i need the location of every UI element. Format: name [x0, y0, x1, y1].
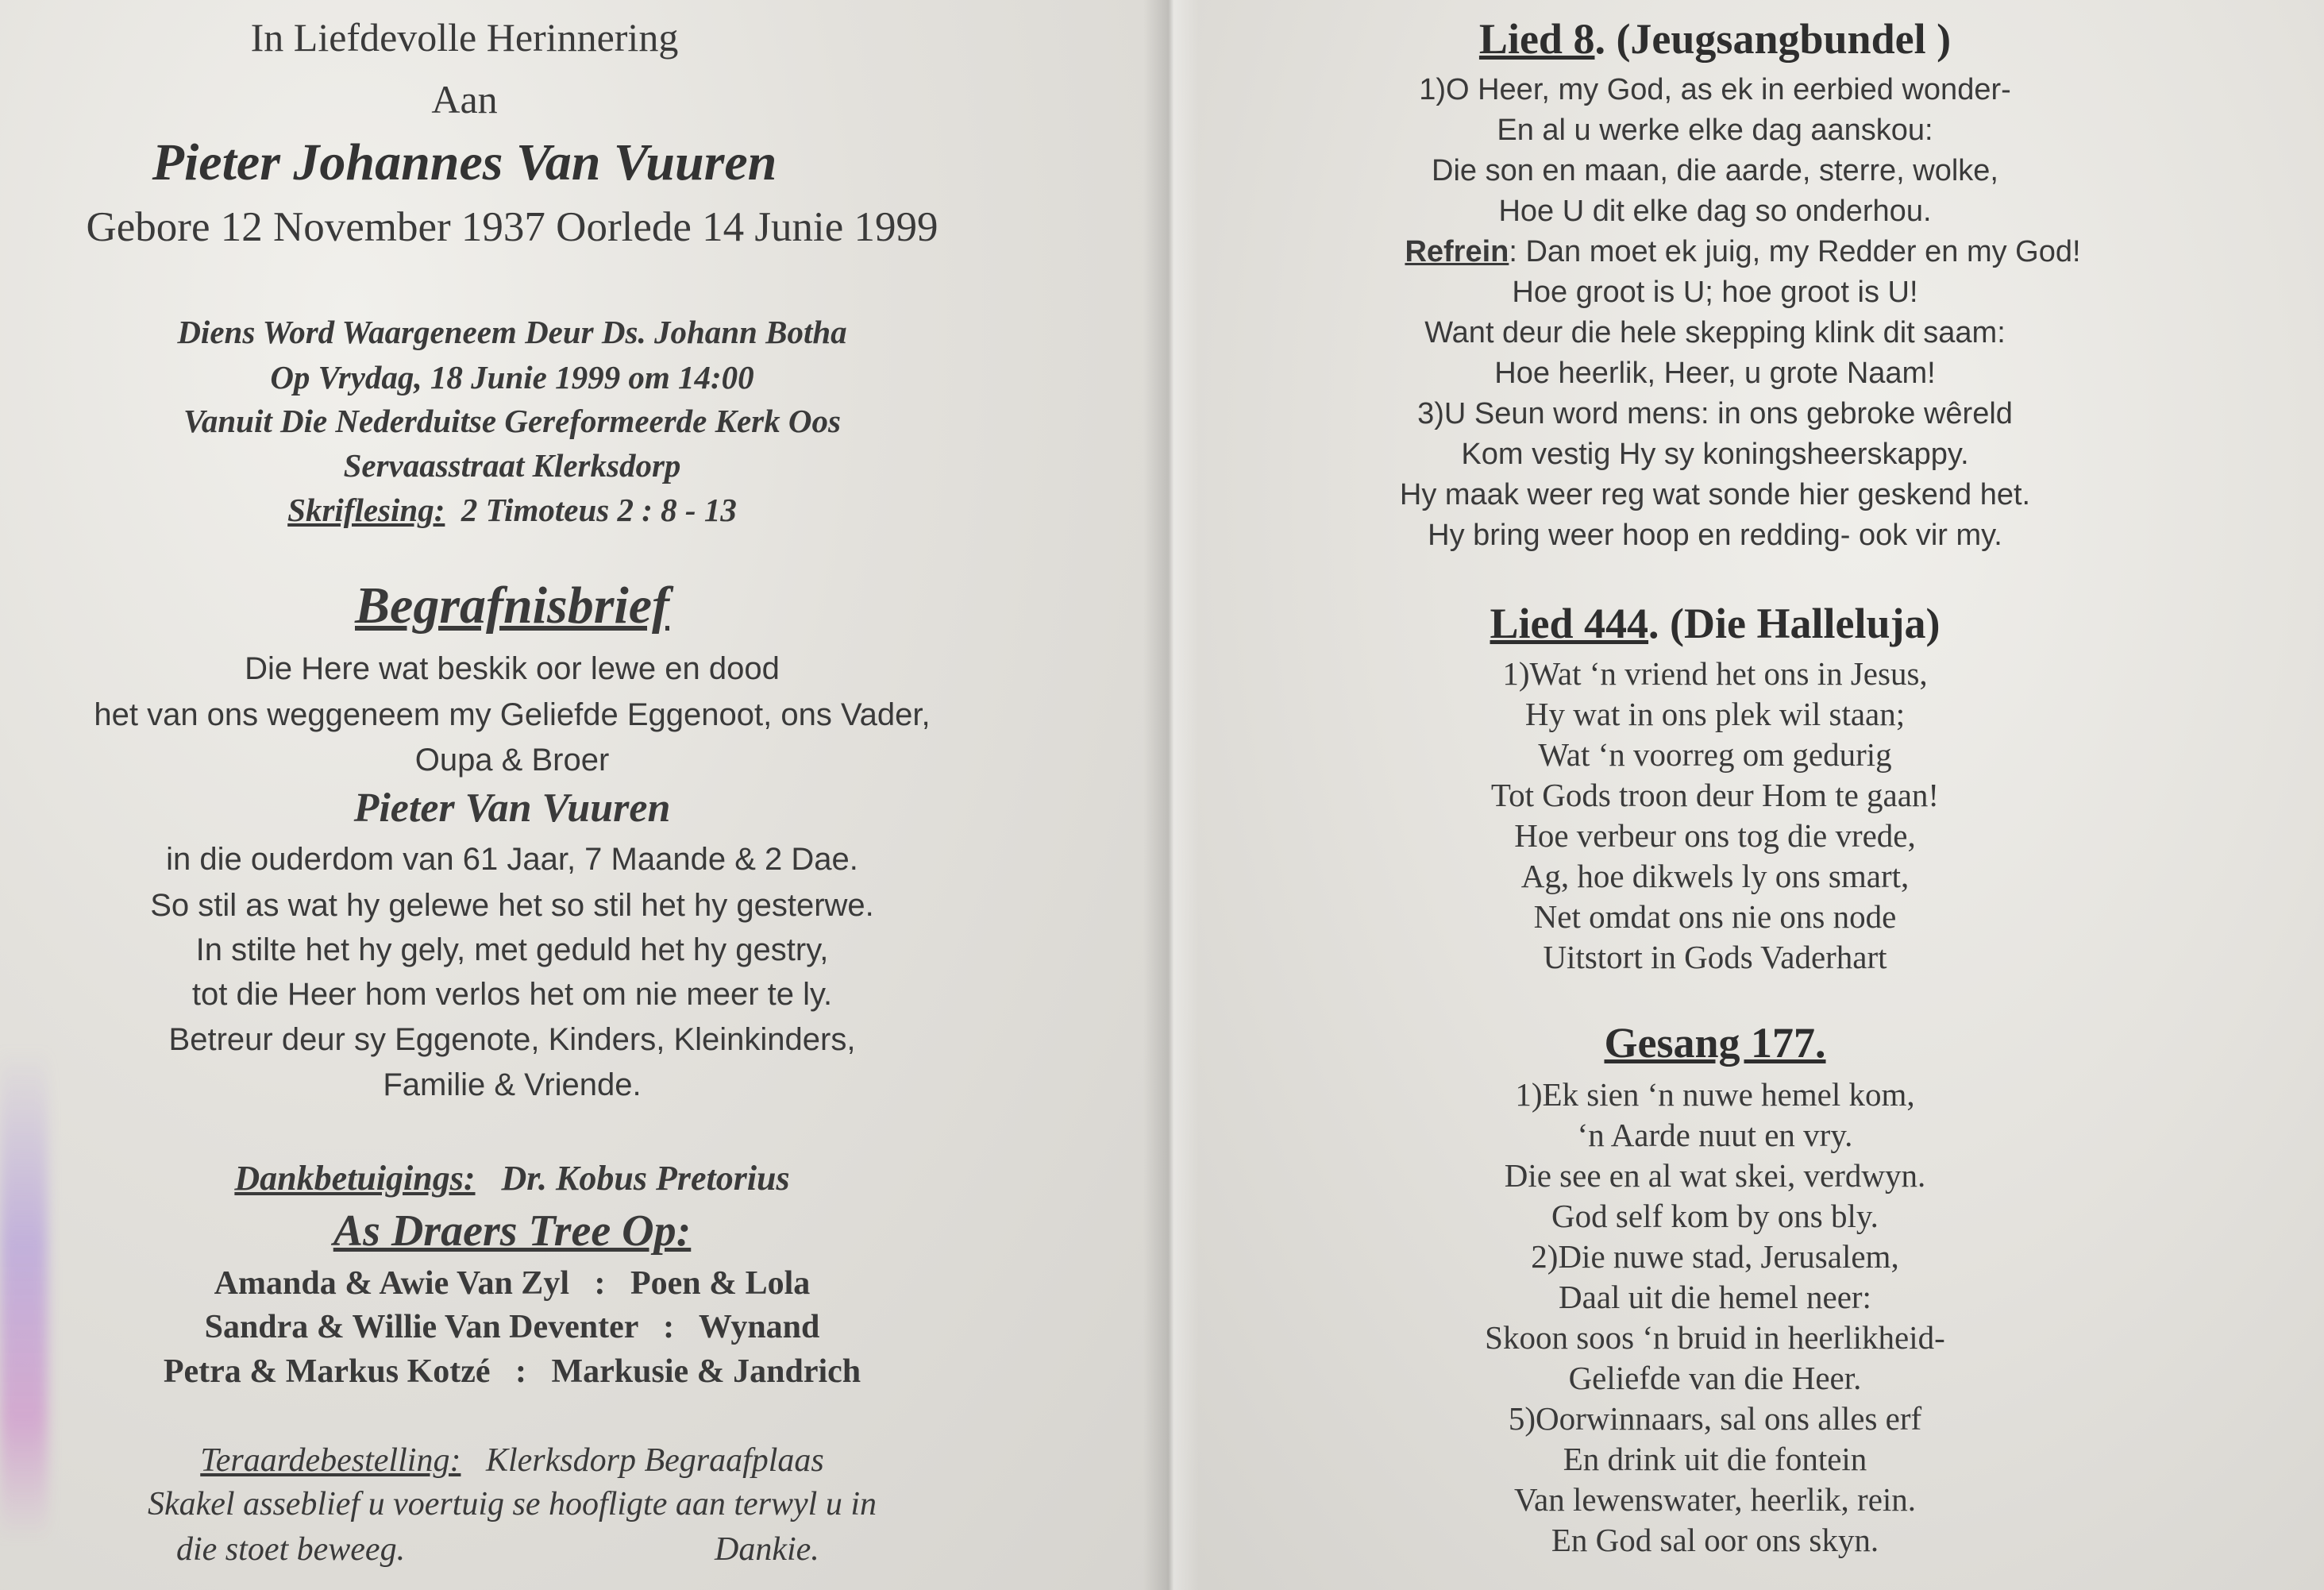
service-line-4: Servaasstraat Klerksdorp	[343, 447, 681, 484]
scripture-label: Skriflesing:	[287, 492, 445, 528]
hymn2-line-8: Uitstort in Gods Vaderhart	[1543, 939, 1887, 975]
lights-note: Skakel asseblief u voertuig se hoofligte aan terwyl u in	[148, 1486, 877, 1522]
refrain-label: Refrein	[1405, 235, 1509, 268]
hymn2-title	[1215, 602, 2215, 645]
hymn1-line-11: Hy maak weer reg wat sonde hier geskend het.	[1399, 478, 2031, 511]
burial	[0, 1444, 1024, 1477]
letter-title: Begrafnisbrief	[355, 577, 669, 635]
hymn1-line-1: 1)O Heer, my God, as ek in eerbied wonder-	[1419, 73, 2011, 106]
hymn1-line-10: Kom vestig Hy sy koningsheerskappy.	[1461, 438, 1969, 471]
letter2-line-2: So stil as wat hy gelewe het so stil het hy gesterwe.	[150, 888, 874, 923]
lights-note-2: die stoet beweeg.	[176, 1531, 406, 1568]
thanks-label: Dankbetuigings:	[234, 1159, 476, 1198]
bearers-line-1: Amanda & Awie Van Zyl : Poen & Lola	[214, 1265, 811, 1302]
letter-line-3: Oupa & Broer	[414, 743, 610, 778]
hymn2-number: Lied 444	[1490, 600, 1649, 647]
letter2-line-4: tot die Heer hom verlos het om nie meer te ly.	[191, 977, 833, 1012]
short-name: Pieter Van Vuuren	[353, 785, 671, 831]
hymn2-line-2: Hy wat in ons plek wil staan;	[1524, 696, 1906, 732]
hymn3-line-10: En drink uit die fontein	[1563, 1441, 1867, 1477]
refrain	[1215, 237, 2271, 267]
hymn2-line-3: Wat ‘n voorreg om gedurig	[1538, 736, 1892, 773]
hymn1-book: . (Jeugsangbundel )	[1594, 15, 1952, 63]
hymn1-line-8: Hoe heerlik, Heer, u grote Naam!	[1494, 357, 1936, 390]
burial-value: Klerksdorp Begraafplaas	[485, 1442, 824, 1479]
hymn3-line-5: 2)Die nuwe stad, Jerusalem,	[1531, 1238, 1899, 1275]
hymn1-line-6: Hoe groot is U; hoe groot is U!	[1512, 276, 1918, 309]
scripture-value: 2 Timoteus 2 : 8 - 13	[461, 492, 737, 528]
hymn1-line-7: Want deur die hele skepping klink dit saam:	[1424, 316, 2006, 349]
service-line-2: Op Vrydag, 18 Junie 1999 om 14:00	[270, 359, 754, 396]
thanks-value: Dr. Kobus Pretorius	[501, 1159, 790, 1198]
hymn3-line-2: ‘n Aarde nuut en vry.	[1577, 1117, 1853, 1153]
hymn1-line-2: En al u werke elke dag aanskou:	[1497, 114, 1933, 147]
hymn2-line-7: Net omdat ons nie ons node	[1533, 898, 1897, 935]
hymn1-line-12: Hy bring weer hoop en redding- ook vir my.	[1428, 519, 2002, 552]
hymn3-line-1: 1)Ek sien ‘n nuwe hemel kom,	[1515, 1076, 1915, 1113]
hymn3-line-4: God self kom by ons bly.	[1551, 1198, 1879, 1234]
right-page	[1167, 0, 2324, 1590]
hymn1-title	[1215, 15, 2215, 63]
life-dates: Gebore 12 November 1937 Oorlede 14 Junie 1999	[86, 204, 938, 250]
hymn3-line-6: Daal uit die hemel neer:	[1559, 1279, 1871, 1315]
bearers-line-2: Sandra & Willie Van Deventer : Wynand	[204, 1309, 820, 1345]
deceased-name: Pieter Johannes Van Vuuren	[152, 133, 777, 191]
hymn3-title: Gesang 177.	[1604, 1019, 1826, 1067]
bearers-line-3: Petra & Markus Kotzé : Markusie & Jandrich	[163, 1353, 861, 1390]
letter2-line-1: in die ouderdom van 61 Jaar, 7 Maande & 2 Dae.	[166, 842, 858, 877]
service-line-3: Vanuit Die Nederduitse Gereformeerde Kerk Oos	[183, 403, 841, 439]
letter-line-2: het van ons weggeneem my Geliefde Eggenoot, ons Vader,	[94, 697, 931, 732]
hymn3-line-8: Geliefde van die Heer.	[1568, 1360, 1862, 1396]
hymn1-line-3: Die son en maan, die aarde, sterre, wolke,	[1432, 154, 1998, 187]
hymn1-number: Lied 8	[1478, 15, 1595, 63]
hymn3-line-12: En God sal oor ons skyn.	[1551, 1522, 1879, 1558]
intro-aan: Aan	[431, 77, 498, 122]
service-line-1: Diens Word Waargeneem Deur Ds. Johann Botha	[177, 314, 847, 350]
page-fold	[1143, 0, 1199, 1590]
hymn3-line-3: Die see en al wat skei, verdwyn.	[1504, 1157, 1926, 1194]
bearers-title: As Draers Tree Op:	[333, 1206, 692, 1256]
hymn2-line-1: 1)Wat ‘n vriend het ons in Jesus,	[1502, 655, 1928, 692]
intro-line: In Liefdevolle Herinnering	[250, 15, 679, 60]
letter-line-1: Die Here wat beskik oor lewe en dood	[245, 651, 780, 686]
hymn3-line-11: Van lewenswater, heerlik, rein.	[1513, 1481, 1917, 1518]
letter2-line-6: Familie & Vriende.	[383, 1067, 642, 1102]
hymn1-line-4: Hoe U dit elke dag so onderhou.	[1498, 195, 1932, 228]
refrain-line: : Dan moet ek juig, my Redder en my God!	[1509, 235, 2081, 268]
scripture-reading	[0, 494, 1024, 527]
letter2-line-5: Betreur deur sy Eggenote, Kinders, Kleinkinders,	[168, 1022, 856, 1057]
burial-label: Teraardebestelling:	[200, 1442, 461, 1479]
letter2-line-3: In stilte het hy gely, met geduld het hy gestry,	[195, 932, 829, 967]
thanks	[0, 1161, 1024, 1196]
hymn3-line-7: Skoon soos ‘n bruid in heerlikheid-	[1485, 1319, 1945, 1356]
hymn2-line-4: Tot Gods troon deur Hom te gaan!	[1490, 777, 1940, 813]
hymn2-line-5: Hoe verbeur ons tog die vrede,	[1514, 817, 1916, 854]
hymn3-line-9: 5)Oorwinnaars, sal ons alles erf	[1508, 1400, 1922, 1437]
hymn2-name: . (Die Halleluja)	[1648, 600, 1941, 647]
hymn2-line-6: Ag, hoe dikwels ly ons smart,	[1520, 858, 1910, 894]
hymn1-line-9: 3)U Seun word mens: in ons gebroke wêreld	[1417, 397, 2013, 430]
thank-you: Dankie.	[715, 1531, 819, 1568]
